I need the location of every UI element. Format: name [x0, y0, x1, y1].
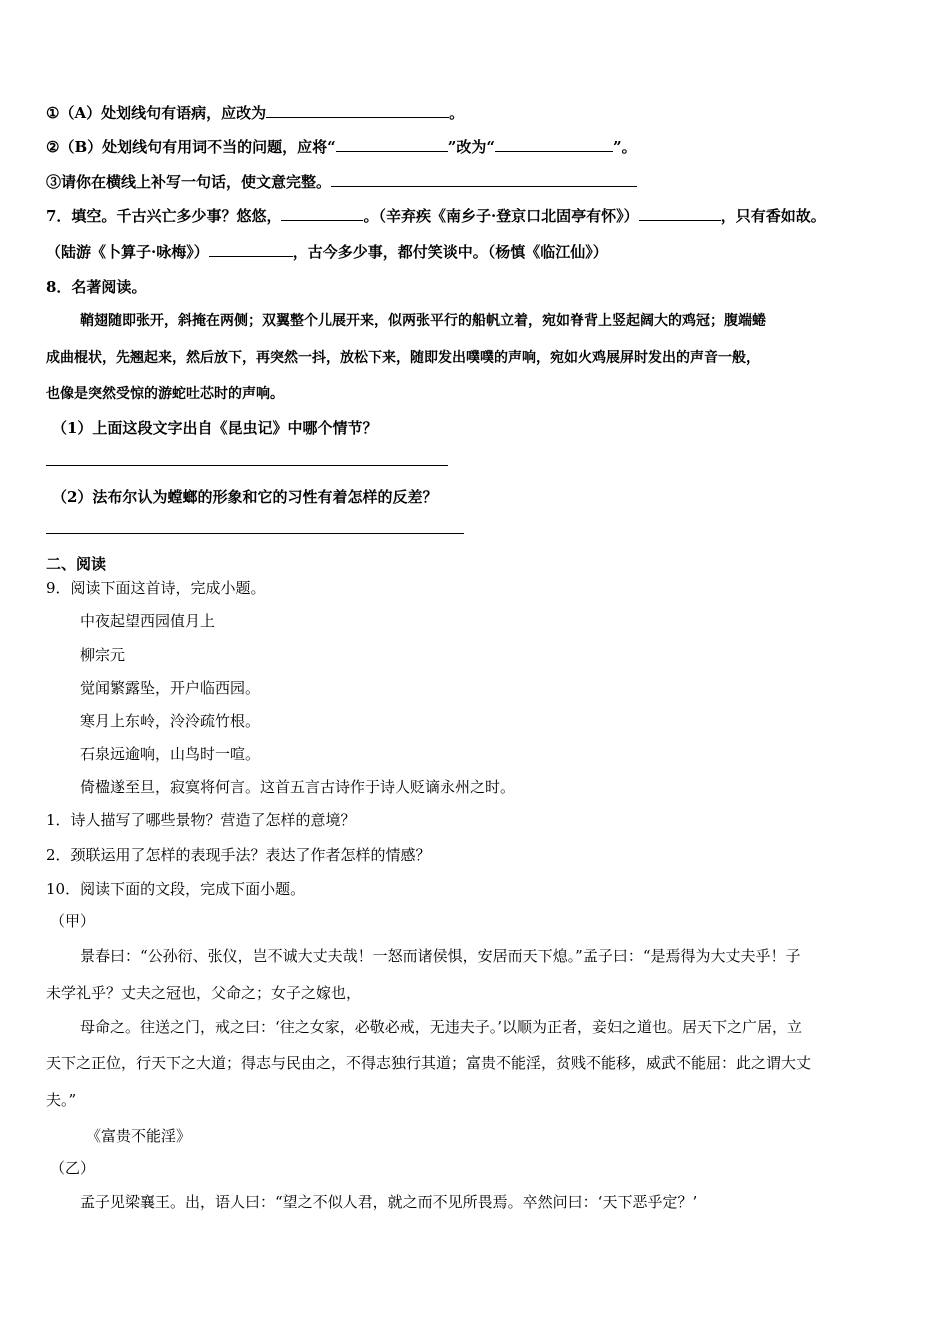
q9-intro: 9．阅读下面这首诗，完成小题。: [46, 579, 266, 597]
answer-blank[interactable]: [336, 137, 448, 152]
q8-passage-line: 也像是突然受惊的游蛇吐芯时的声响。: [46, 386, 284, 402]
poem-line: 倚楹遂至旦，寂寞将何言。这首五言古诗作于诗人贬谪永州之时。: [80, 778, 516, 796]
poem-title: 中夜起望西园值月上: [80, 612, 216, 630]
poem-line: 觉闻繁露坠，开户临西园。: [80, 679, 261, 697]
answer-line[interactable]: [46, 533, 464, 534]
poem-author: 柳宗元: [80, 646, 126, 664]
q10-intro: 10．阅读下面的文段，完成下面小题。: [46, 880, 306, 898]
yi-passage-line: 孟子见梁襄王。出，语人曰：“望之不似人君，就之而不见所畏焉。卒然问曰：‘天下恶乎定？’: [80, 1193, 698, 1211]
poem-line: 石泉远逾响，山鸟时一喧。: [80, 745, 261, 763]
q6-item-1: ①（A）处划线句有语病，应改为 。: [46, 104, 465, 122]
q8-sub-question-2: （2）法布尔认为螳螂的形象和它的习性有着怎样的反差？: [52, 488, 438, 506]
answer-blank[interactable]: [495, 137, 613, 152]
q9-sub-question-1: 1．诗人描写了哪些景物？营造了怎样的意境？: [46, 811, 356, 829]
q8-passage-line: 鞘翅随即张开，斜掩在两侧；双翼整个儿展开来，似两张平行的船帆立着，宛如脊背上竖起阔大的鸡冠；腹端蜷: [80, 313, 766, 329]
answer-line[interactable]: [46, 465, 448, 466]
section-heading: 二、阅读: [46, 555, 107, 573]
jia-source: 《富贵不能淫》: [86, 1127, 192, 1145]
q7-line-2: （陆游《卜算子·咏梅》） ，古今多少事，都付笑谈中。（杨慎《临江仙》）: [46, 243, 608, 261]
answer-blank[interactable]: [281, 206, 363, 221]
q6-item-3: ③请你在横线上补写一句话，使文意完整。: [46, 172, 637, 192]
q8-sub-question-1: （1）上面这段文字出自《昆虫记》中哪个情节？: [52, 419, 378, 437]
q6-item-2: ②（B）处划线句有用词不当的问题，应将“ ”改为“ ”。: [46, 138, 637, 156]
answer-blank[interactable]: [266, 103, 449, 118]
passage-label-yi: （乙）: [50, 1159, 96, 1177]
q8-passage-line: 成曲棍状，先翘起来，然后放下，再突然一抖，放松下来，随即发出噗噗的声响，宛如火鸡展屏时发出的声音一般，: [46, 350, 760, 366]
passage-label-jia: （甲）: [50, 912, 96, 930]
jia-passage-line: 未学礼乎？丈夫之冠也，父命之；女子之嫁也，: [46, 984, 362, 1002]
jia-passage-line: 夫。”: [46, 1091, 77, 1109]
jia-passage-line: 母命之。往送之门，戒之曰：‘往之女家，必敬必戒，无违夫子。’以顺为正者，妾妇之道也。居天下之广居，立: [80, 1018, 803, 1036]
answer-blank[interactable]: [331, 172, 637, 187]
jia-passage-line: 景春曰：“公孙衍、张仪，岂不诚大丈夫哉！一怒而诸侯惧，安居而天下熄。”孟子曰：“是焉得为大丈夫乎！子: [80, 947, 801, 965]
q8-title: 8．名著阅读。: [46, 278, 147, 296]
answer-blank[interactable]: [209, 242, 293, 257]
q9-sub-question-2: 2．颈联运用了怎样的表现手法？表达了作者怎样的情感？: [46, 846, 431, 864]
jia-passage-line: 天下之正位，行天下之大道；得志与民由之，不得志独行其道；富贵不能淫，贫贱不能移，威武不能屈：此之谓大丈: [46, 1054, 812, 1072]
q7-line-1: 7．填空。千古兴亡多少事？悠悠， 。（辛弃疾《南乡子·登京口北固亭有怀》） ，只有香如故。: [46, 207, 826, 225]
poem-line: 寒月上东岭，泠泠疏竹根。: [80, 712, 261, 730]
answer-blank[interactable]: [639, 206, 721, 221]
